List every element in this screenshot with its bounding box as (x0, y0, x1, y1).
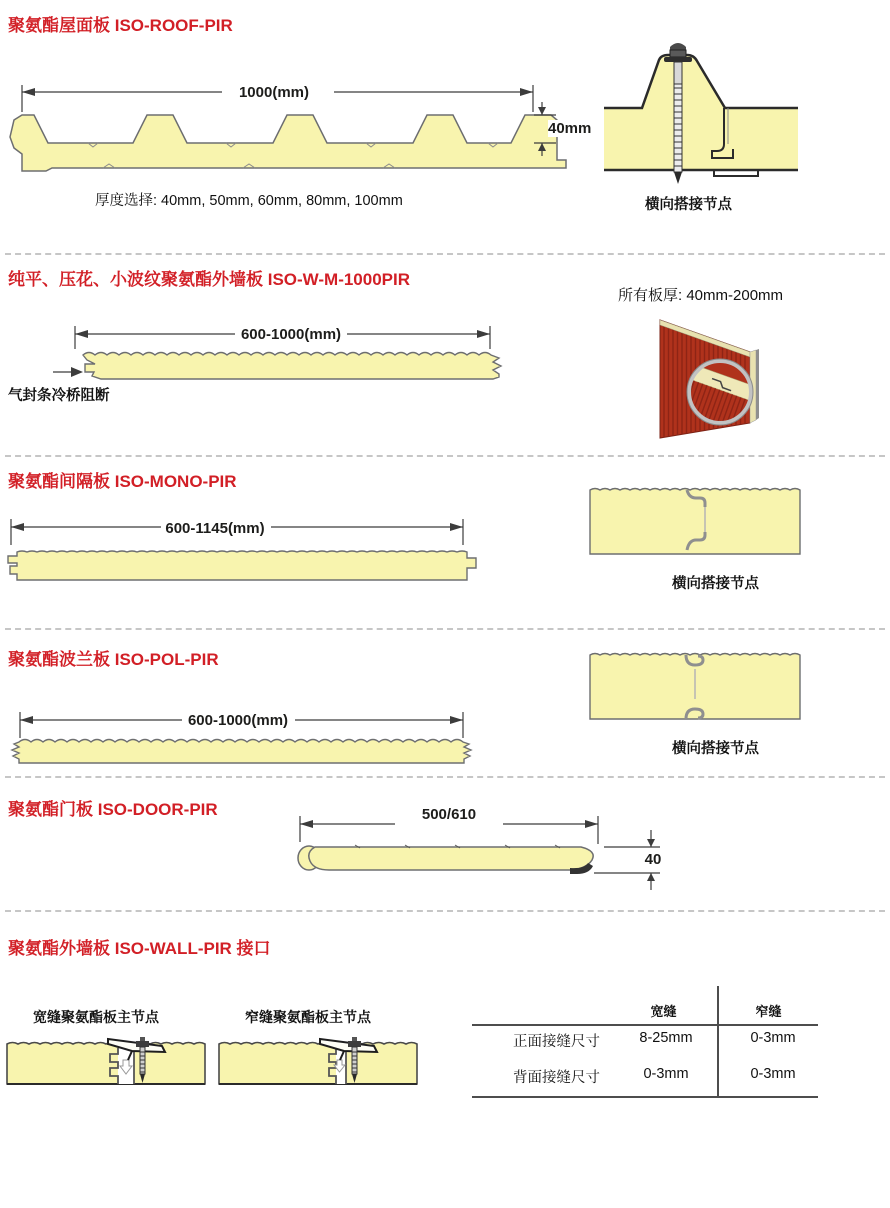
table-col-wide: 宽缝 (650, 1004, 677, 1019)
mono-lap-joint-diagram (588, 486, 803, 562)
table-row-label: 背面接缝尺寸 (513, 1070, 600, 1086)
wide-seam-label: 宽缝聚氨酯板主节点 (33, 1009, 159, 1025)
table-vertical-rule (717, 986, 719, 1098)
section-divider (5, 628, 885, 630)
section-title-door: 聚氨酯门板 ISO-DOOR-PIR (8, 800, 218, 819)
pol-lap-joint-diagram (588, 651, 803, 727)
section-title-roof: 聚氨酯屋面板 ISO-ROOF-PIR (8, 16, 233, 35)
table-bottom-rule (472, 1096, 818, 1098)
section-title-pol: 聚氨酯波兰板 ISO-POL-PIR (8, 650, 219, 669)
mono-joint-caption: 横向搭接节点 (672, 576, 759, 592)
roof-height-dimension: 40mm (548, 120, 592, 137)
roof-lap-joint-diagram (602, 38, 802, 190)
table-row-label: 正面接缝尺寸 (513, 1034, 600, 1050)
door-width-dimension: 500/610 (397, 806, 501, 823)
table-cell: 0-3mm (643, 1066, 689, 1082)
section-title-wall-joint: 聚氨酯外墙板 ISO-WALL-PIR 接口 (8, 939, 271, 958)
table-cell: 0-3mm (750, 1030, 796, 1046)
narrow-seam-joint-diagram (216, 1034, 425, 1092)
section-title-wall-m: 纯平、压花、小波纹聚氨酯外墙板 ISO-W-M-1000PIR (8, 270, 411, 289)
roof-thickness-note: 厚度选择: 40mm, 50mm, 60mm, 80mm, 100mm (95, 193, 403, 209)
roof-joint-caption: 横向搭接节点 (645, 197, 732, 213)
section-divider (5, 253, 885, 255)
wall-panel-profile (83, 353, 501, 380)
section-divider (5, 455, 885, 457)
section-divider (5, 776, 885, 778)
red-wall-panel-photo (648, 312, 793, 447)
pol-joint-caption: 横向搭接节点 (672, 741, 759, 757)
seal-pointer-arrow (71, 367, 83, 377)
pol-panel-profile (12, 740, 471, 764)
roof-profile (10, 115, 566, 171)
mono-width-dimension: 600-1145(mm) (163, 520, 267, 537)
section-title-mono: 聚氨酯间隔板 ISO-MONO-PIR (8, 472, 237, 491)
pol-width-dimension: 600-1000(mm) (187, 712, 289, 729)
narrow-seam-label: 窄缝聚氨酯板主节点 (245, 1009, 371, 1025)
table-cell: 0-3mm (750, 1066, 796, 1082)
wall-width-dimension: 600-1000(mm) (240, 326, 342, 343)
table-col-narrow: 窄缝 (755, 1004, 782, 1019)
door-height-dimension: 40 (640, 851, 666, 868)
joint-panel-body (604, 55, 798, 170)
wall-thickness-note: 所有板厚: 40mm-200mm (618, 287, 784, 304)
table-header-rule (472, 1024, 818, 1026)
section-divider (5, 910, 885, 912)
mono-panel-profile (8, 551, 476, 580)
door-panel-profile (309, 847, 593, 870)
table-cell: 8-25mm (639, 1030, 693, 1046)
wide-seam-joint-diagram (4, 1034, 206, 1092)
roof-width-dimension: 1000(mm) (222, 84, 326, 101)
seal-strip-label: 气封条冷桥阻断 (8, 388, 110, 404)
